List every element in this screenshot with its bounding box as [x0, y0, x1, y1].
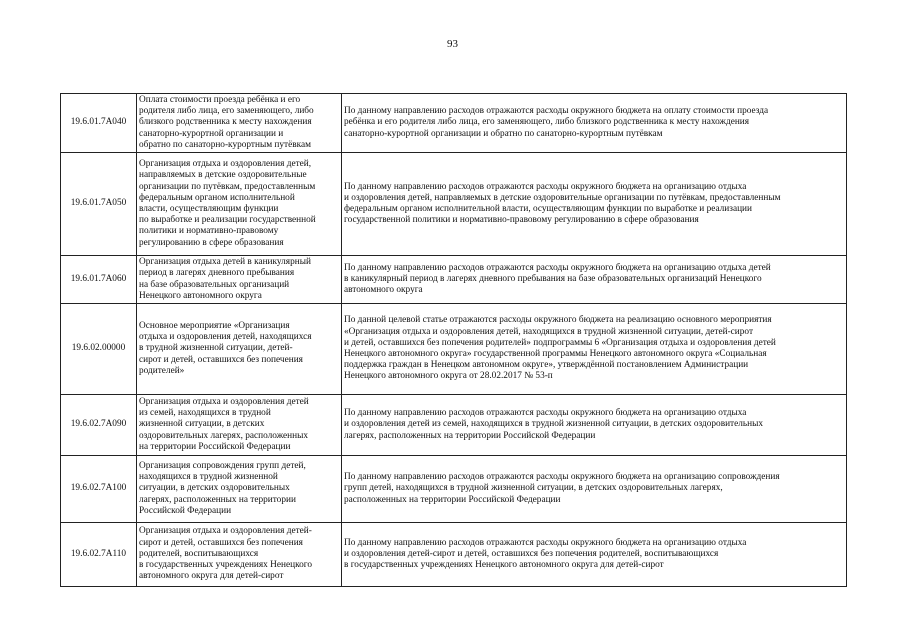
row-description-line: в каникулярный период в лагерях дневного пребывания на базе образовательных организаций Ненецкого	[344, 273, 762, 284]
table-body	[61, 94, 847, 587]
row-name-line: направляемых в детские оздоровительные	[139, 170, 307, 181]
table-row	[61, 94, 847, 153]
row-name-line: Ненецкого автономного округа	[139, 290, 262, 301]
row-name-line: автономного округа для детей-сирот	[139, 571, 284, 582]
row-name	[137, 395, 342, 456]
row-name-line: сирот и детей, оставшихся без попечения	[139, 354, 303, 365]
row-description	[342, 256, 847, 304]
row-name-line: Организация отдыха и оздоровления детей-	[139, 526, 312, 537]
row-description-line: Ненецкого автономного округа» государственной программы Ненецкого автономного округа «Социальная	[344, 349, 767, 359]
row-name	[137, 153, 342, 256]
row-description-line: федеральным органом исполнительной власти, осуществляющим функции по выработке и реализации	[344, 204, 753, 214]
row-name-line: оздоровительных лагерях, расположенных	[139, 430, 308, 441]
table-row	[61, 523, 847, 587]
row-description-line: и оздоровления детей, направляемых в детские оздоровительные организации по путёвкам, предоставленным	[344, 192, 781, 203]
row-name	[137, 456, 342, 523]
row-name-line: ситуации, в детских оздоровительных	[139, 483, 290, 494]
row-description-line: По данной целевой статье отражаются расходы окружного бюджета на реализацию основного мероприятия	[344, 315, 772, 326]
row-description-line: ребёнка и его родителя либо лица, его заменяющего, либо близкого родственника к месту нахождения	[344, 117, 750, 128]
row-name-line: близкого родственника к месту нахождения	[139, 117, 312, 128]
row-name-line: жизненной ситуации, в детских	[139, 419, 265, 430]
row-name-line: по выработке и реализации государственной	[139, 215, 316, 226]
row-name	[137, 256, 342, 304]
classification-table	[60, 93, 847, 587]
row-code: 19.6.02.7A090	[61, 395, 137, 456]
row-name-line: сирот и детей, оставшихся без попечения	[139, 537, 303, 548]
row-description-line: и детей, оставшихся без попечения родителей» подпрограммы 6 «Организация отдыха и оздоровления детей	[344, 337, 776, 348]
row-name-line: Российской Федерации	[139, 505, 232, 516]
row-name	[137, 304, 342, 395]
row-name-line: в государственных учреждениях Ненецкого	[139, 560, 312, 571]
row-name-line: на базе образовательных организаций	[139, 279, 290, 290]
row-description	[342, 304, 847, 395]
table-row	[61, 153, 847, 256]
row-name-line: Основное мероприятие «Организация	[139, 320, 290, 331]
row-name-line: политики и нормативно-правовому	[139, 226, 279, 237]
row-code: 19.6.02.7A100	[61, 456, 137, 523]
row-description-line: и оздоровления детей из семей, находящихся в трудной жизненной ситуации, в детских оздоровительных	[344, 419, 763, 430]
row-description-line: По данному направлению расходов отражаются расходы окружного бюджета на оплату стоимости проезда	[344, 106, 769, 117]
row-name-line: родителя либо лица, его заменяющего, либо	[139, 106, 314, 117]
row-name-line: Организация сопровождения групп детей,	[139, 460, 306, 471]
row-code: 19.6.02.00000	[61, 304, 137, 395]
row-name-line: находящихся в трудной жизненной	[139, 472, 278, 483]
row-description-line: государственной политики и нормативно-правовому регулированию в сфере образования	[344, 215, 699, 226]
table-row	[61, 456, 847, 523]
row-name-line: обратно по санаторно-курортным путёвкам	[139, 139, 311, 150]
row-code: 19.6.01.7A050	[61, 153, 137, 256]
row-description-line: лагерях, расположенных на территории Российской Федерации	[344, 430, 596, 441]
row-name-line: Оплата стоимости проезда ребёнка и его	[139, 94, 301, 105]
row-description-line: автономного округа	[344, 285, 423, 296]
row-description-line: По данному направлению расходов отражаются расходы окружного бюджета на организацию отдыха детей	[344, 262, 771, 273]
row-description-line: поддержка граждан в Ненецком автономном округе», утверждённой постановлением Администрации	[344, 360, 749, 371]
row-name-line: родителей»	[139, 365, 185, 376]
row-name-line: санаторно-курортной организации и	[139, 128, 284, 139]
row-description-line: По данному направлению расходов отражаются расходы окружного бюджета на организацию отдыха	[344, 408, 747, 419]
row-name-line: организации по путёвкам, предоставленным	[139, 181, 316, 192]
row-name-line: в трудной жизненной ситуации, детей-	[139, 343, 293, 354]
row-name-line: Организация отдыха детей в каникулярный	[139, 257, 311, 268]
row-description-line: санаторно-курортной организации и обратно по санаторно-курортным путёвкам	[344, 128, 663, 139]
row-code: 19.6.01.7A060	[61, 256, 137, 304]
table-row	[61, 304, 847, 395]
row-name-line: Организация отдыха и оздоровления детей	[139, 396, 309, 407]
table-row	[61, 256, 847, 304]
row-name-line: власти, осуществляющим функции	[139, 204, 279, 214]
row-description	[342, 456, 847, 523]
row-name	[137, 523, 342, 587]
row-description-line: По данному направлению расходов отражаются расходы окружного бюджета на организацию отдыха	[344, 181, 747, 192]
row-name-line: родителей, воспитывающихся	[139, 548, 259, 559]
row-description-line: и оздоровления детей-сирот и детей, оставшихся без попечения родителей, воспитывающихся	[344, 548, 719, 559]
table-row	[61, 395, 847, 456]
row-name-line: на территории Российской Федерации	[139, 441, 291, 452]
row-description-line: По данному направлению расходов отражаются расходы окружного бюджета на организацию сопровождения	[344, 472, 780, 483]
row-name	[137, 94, 342, 153]
page-number: 93	[447, 38, 458, 50]
row-name-line: из семей, находящихся в трудной	[139, 408, 271, 419]
row-description-line: По данному направлению расходов отражаются расходы окружного бюджета на организацию отдыха	[344, 537, 747, 548]
row-code: 19.6.02.7A110	[61, 523, 137, 587]
row-description	[342, 523, 847, 587]
row-code: 19.6.01.7A040	[61, 94, 137, 153]
row-description-line: групп детей, находящихся в трудной жизненной ситуации, в детских оздоровительных лагерях,	[344, 483, 723, 494]
row-name-line: отдыха и оздоровления детей, находящихся	[139, 332, 312, 343]
row-description	[342, 395, 847, 456]
row-description	[342, 153, 847, 256]
row-description-line: в государственных учреждениях Ненецкого автономного округа для детей-сирот	[344, 560, 664, 571]
row-name-line: Организация отдыха и оздоровления детей,	[139, 159, 312, 170]
row-description-line: Ненецкого автономного округа от 28.02.2017 № 53-п	[344, 371, 553, 382]
row-description-line: расположенных на территории Российской Федерации	[344, 494, 561, 505]
row-name-line: федеральным органом исполнительной	[139, 192, 295, 203]
row-name-line: регулированию в сфере образования	[139, 237, 284, 248]
row-name-line: период в лагерях дневного пребывания	[139, 268, 295, 279]
row-description	[342, 94, 847, 153]
row-description-line: «Организация отдыха и оздоровления детей, находящихся в трудной жизненной ситуации, детей-сирот	[344, 326, 754, 337]
row-name-line: лагерях, расположенных на территории	[139, 494, 296, 505]
